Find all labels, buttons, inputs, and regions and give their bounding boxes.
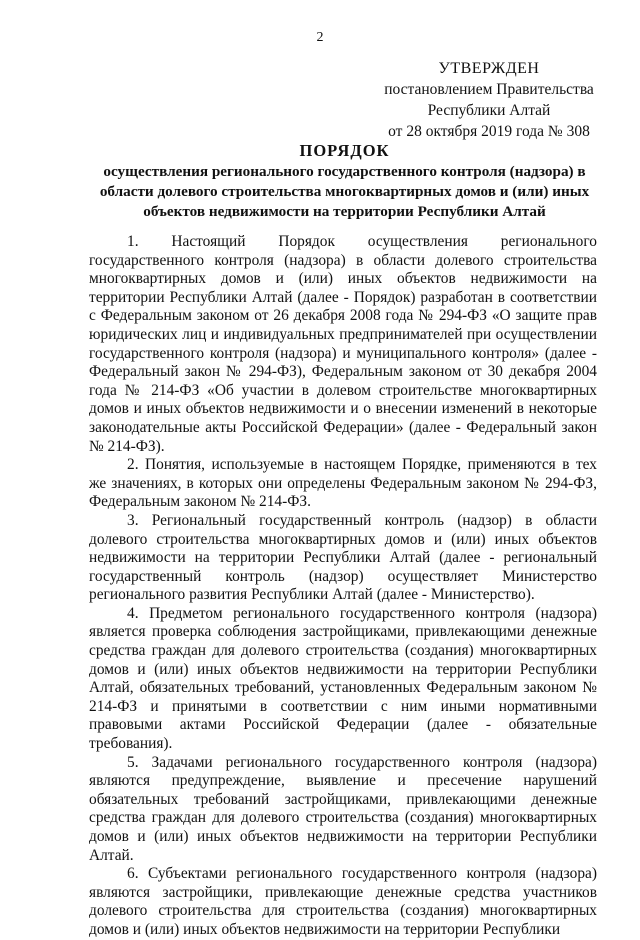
document-title: ПОРЯДОК <box>299 141 390 160</box>
paragraph-2: 2. Понятия, используемые в настоящем Порядке, применяются в тех же значениях, в которых они определены Федеральным законом № 294-ФЗ, Федеральным законом № 214-ФЗ. <box>89 456 597 511</box>
paragraph-1: 1. Настоящий Порядок осуществления регионального государственного контроля (надзора) в области долевого строительства многоквартирных домов и (или) иных объектов недвижимости на территории Республики Алтай (далее - Порядок) разработан в соответствии с Федеральным законом от 26 декабря 2008 года № 294-ФЗ «О защите прав юридических лиц и индивидуальных предпринимателей при осуществлении государственного контроля (надзора) и муниципального контроля» (далее - Федеральный закон № 294-ФЗ), Федеральным законом от 30 декабря 2004 года № 214-ФЗ «Об участии в долевом строительстве многоквартирных домов и иных объектов недвижимости и о внесении изменений в некоторые законодательные акты Российской Федерации» (далее - Федеральный закон № 214-ФЗ). <box>89 233 597 455</box>
paragraph-6: 6. Субъектами регионального государственного контроля (надзора) являются застройщики, привлекающие денежные средства участников долевого строительства для строительства (создания) многоквартирных домов и (или) иных объектов недвижимости на территории Республики <box>89 865 597 938</box>
document-subtitle: осуществления регионального государственного контроля (надзора) в области долевого строительства многоквартирных домов и (или) иных объектов недвижимости на территории Республики Алтай <box>99 163 590 220</box>
paragraph-5: 5. Задачами регионального государственного контроля (надзора) являются предупреждение, выявление и пресечение нарушений обязательных требований застройщиками, привлекающими денежные средства граждан для долевого строительства (создания) многоквартирных домов и (или) иных объектов недвижимости на территории Республики Алтай. <box>89 753 597 864</box>
document-body <box>89 233 597 940</box>
approval-line-3: от 28 октября 2019 года № 308 <box>388 123 590 140</box>
paragraph-4: 4. Предметом регионального государственного контроля (надзора) является проверка соблюдения застройщиками, привлекающими денежные средства граждан для долевого строительства (создания) многоквартирных домов и (или) иных объектов недвижимости на территории Республики Алтай, обязательных требований, установленных Федеральным законом № 214-ФЗ и принятыми в соответствии с ним иными нормативными правовыми актами Российской Федерации (далее - обязательные требования). <box>89 604 597 753</box>
approval-block <box>358 58 620 142</box>
approval-line-2: Республики Алтай <box>427 102 551 119</box>
approval-heading: УТВЕРЖДЕН <box>438 60 540 77</box>
paragraph-3: 3. Региональный государственный контроль (надзор) в области долевого строительства многоквартирных домов и (или) иных объектов недвижимости на территории Республики Алтай (далее - региональный государственный контроль (надзор) осуществляет Министерство регионального развития Республики Алтай (далее - Министерство). <box>89 511 597 604</box>
page-number: 2 <box>316 30 324 45</box>
approval-line-1: постановлением Правительства <box>384 81 594 98</box>
